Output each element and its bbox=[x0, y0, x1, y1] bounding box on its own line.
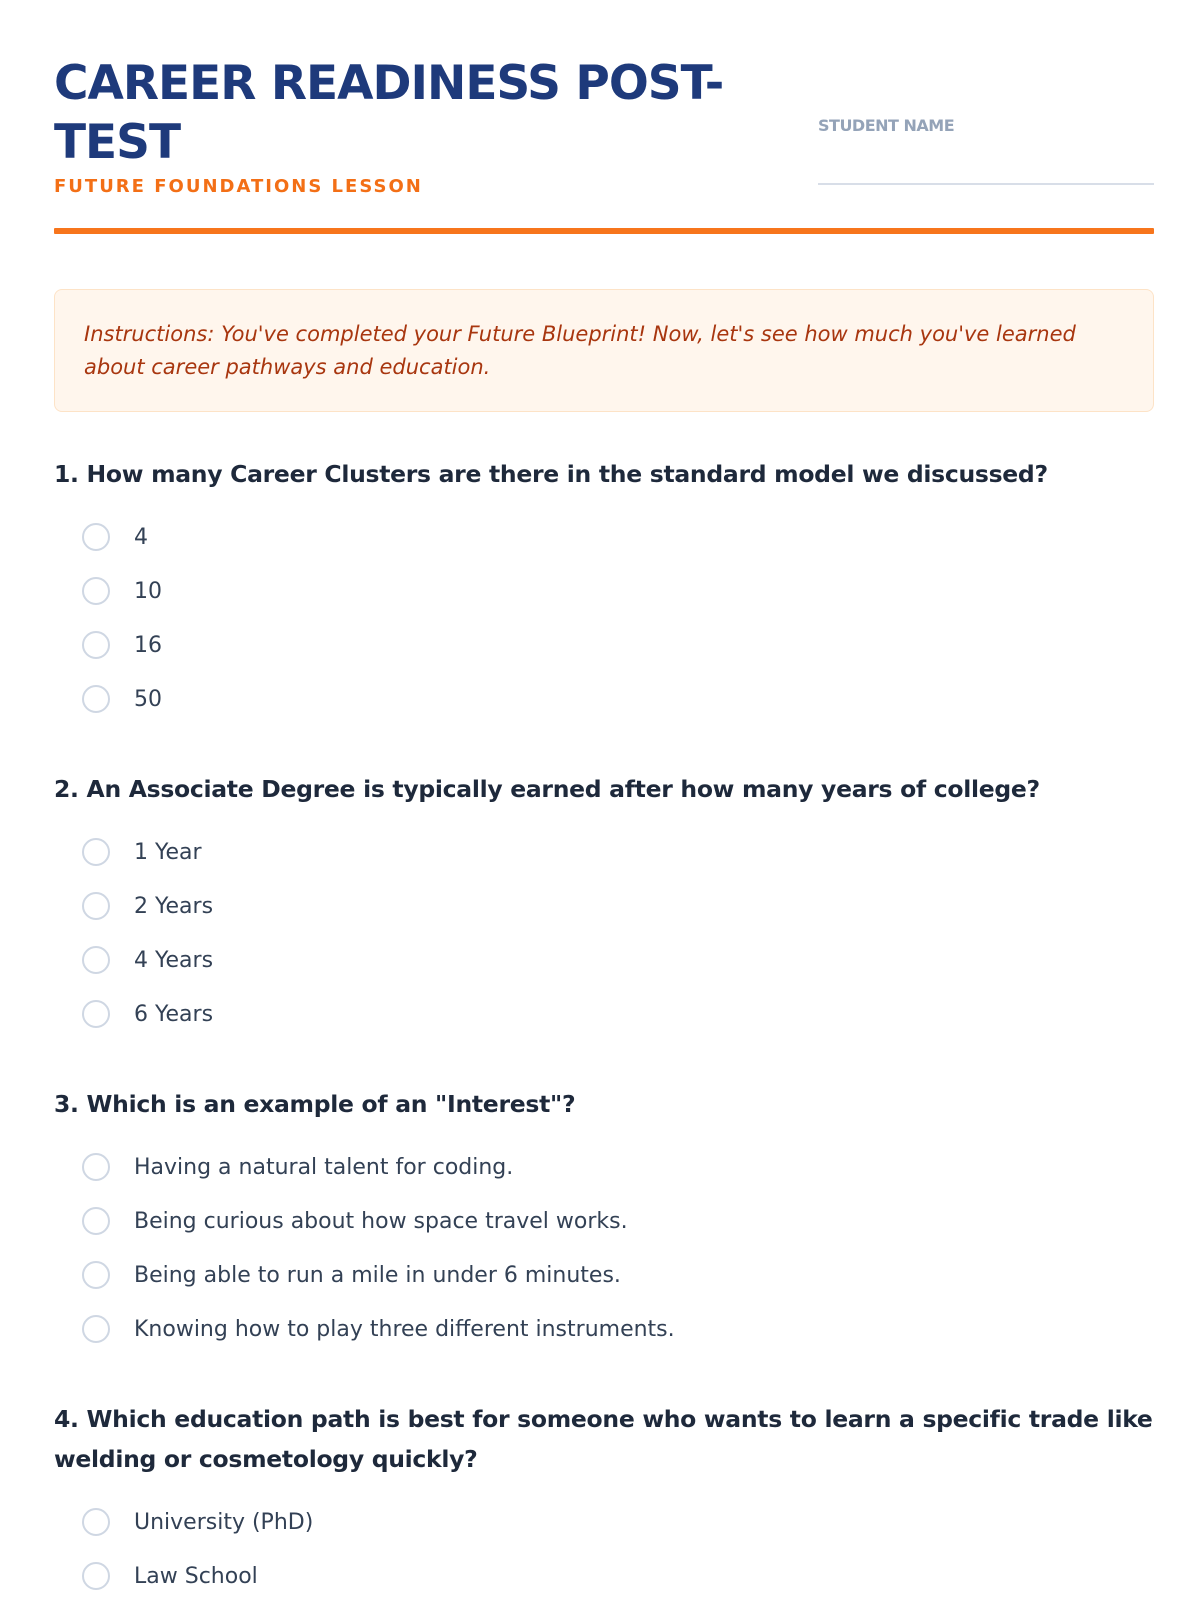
option-label: 2 Years bbox=[134, 894, 214, 919]
answer-option[interactable] bbox=[54, 1142, 1154, 1196]
radio-button[interactable] bbox=[82, 1315, 110, 1343]
option-label: Knowing how to play three different instruments. bbox=[134, 1317, 675, 1342]
header-divider bbox=[54, 228, 1154, 234]
answer-options bbox=[54, 1142, 1154, 1358]
option-label: 10 bbox=[134, 579, 162, 604]
question-4 bbox=[54, 1399, 1154, 1605]
question-text: 4. Which education path is best for someone who wants to learn a specific trade like welding or cosmetology quickly? bbox=[54, 1405, 1153, 1473]
option-label: University (PhD) bbox=[134, 1510, 314, 1535]
page-title: CAREER READINESS POST-TEST bbox=[54, 56, 724, 170]
option-label: 1 Year bbox=[134, 840, 202, 865]
instructions-box: Instructions: You've completed your Future Blueprint! Now, let's see how much you've learned about career pathways and education. bbox=[54, 289, 1154, 412]
radio-button[interactable] bbox=[82, 838, 110, 866]
question-2 bbox=[54, 769, 1154, 1043]
answer-option[interactable] bbox=[54, 1497, 1154, 1551]
radio-button[interactable] bbox=[82, 946, 110, 974]
answer-option[interactable] bbox=[54, 566, 1154, 620]
radio-button[interactable] bbox=[82, 1562, 110, 1590]
question-text: 2. An Associate Degree is typically earned after how many years of college? bbox=[54, 775, 1040, 803]
option-label: 6 Years bbox=[134, 1002, 214, 1027]
answer-options bbox=[54, 1497, 1154, 1605]
answer-option[interactable] bbox=[54, 881, 1154, 935]
answer-option[interactable] bbox=[54, 1304, 1154, 1358]
option-label: Law School bbox=[134, 1564, 258, 1589]
question-text: 1. How many Career Clusters are there in the standard model we discussed? bbox=[54, 460, 1048, 488]
option-label: Being curious about how space travel works. bbox=[134, 1209, 628, 1234]
student-name-block bbox=[818, 116, 1154, 185]
answer-option[interactable] bbox=[54, 1250, 1154, 1304]
radio-button[interactable] bbox=[82, 1261, 110, 1289]
answer-options bbox=[54, 827, 1154, 1043]
answer-option[interactable] bbox=[54, 512, 1154, 566]
option-label: 4 bbox=[134, 525, 148, 550]
option-label: Having a natural talent for coding. bbox=[134, 1155, 514, 1180]
answer-option[interactable] bbox=[54, 827, 1154, 881]
radio-button[interactable] bbox=[82, 1153, 110, 1181]
lesson-subtitle: FUTURE FOUNDATIONS LESSON bbox=[54, 176, 423, 197]
answer-options bbox=[54, 512, 1154, 728]
answer-option[interactable] bbox=[54, 935, 1154, 989]
test-page bbox=[54, 0, 1154, 1589]
option-label: Being able to run a mile in under 6 minutes. bbox=[134, 1263, 621, 1288]
radio-button[interactable] bbox=[82, 577, 110, 605]
radio-button[interactable] bbox=[82, 1207, 110, 1235]
answer-option[interactable] bbox=[54, 620, 1154, 674]
radio-button[interactable] bbox=[82, 523, 110, 551]
question-3 bbox=[54, 1084, 1154, 1358]
option-label: 50 bbox=[134, 687, 162, 712]
radio-button[interactable] bbox=[82, 1508, 110, 1536]
answer-option[interactable] bbox=[54, 1551, 1154, 1605]
radio-button[interactable] bbox=[82, 631, 110, 659]
page-header bbox=[54, 0, 1154, 236]
radio-button[interactable] bbox=[82, 1000, 110, 1028]
radio-button[interactable] bbox=[82, 685, 110, 713]
student-name-field[interactable] bbox=[818, 183, 1154, 185]
answer-option[interactable] bbox=[54, 989, 1154, 1043]
radio-button[interactable] bbox=[82, 892, 110, 920]
answer-option[interactable] bbox=[54, 674, 1154, 728]
student-name-label: STUDENT NAME bbox=[818, 116, 955, 135]
option-label: 16 bbox=[134, 633, 162, 658]
question-text: 3. Which is an example of an "Interest"? bbox=[54, 1090, 576, 1118]
question-1 bbox=[54, 454, 1154, 728]
option-label: 4 Years bbox=[134, 948, 214, 973]
answer-option[interactable] bbox=[54, 1196, 1154, 1250]
